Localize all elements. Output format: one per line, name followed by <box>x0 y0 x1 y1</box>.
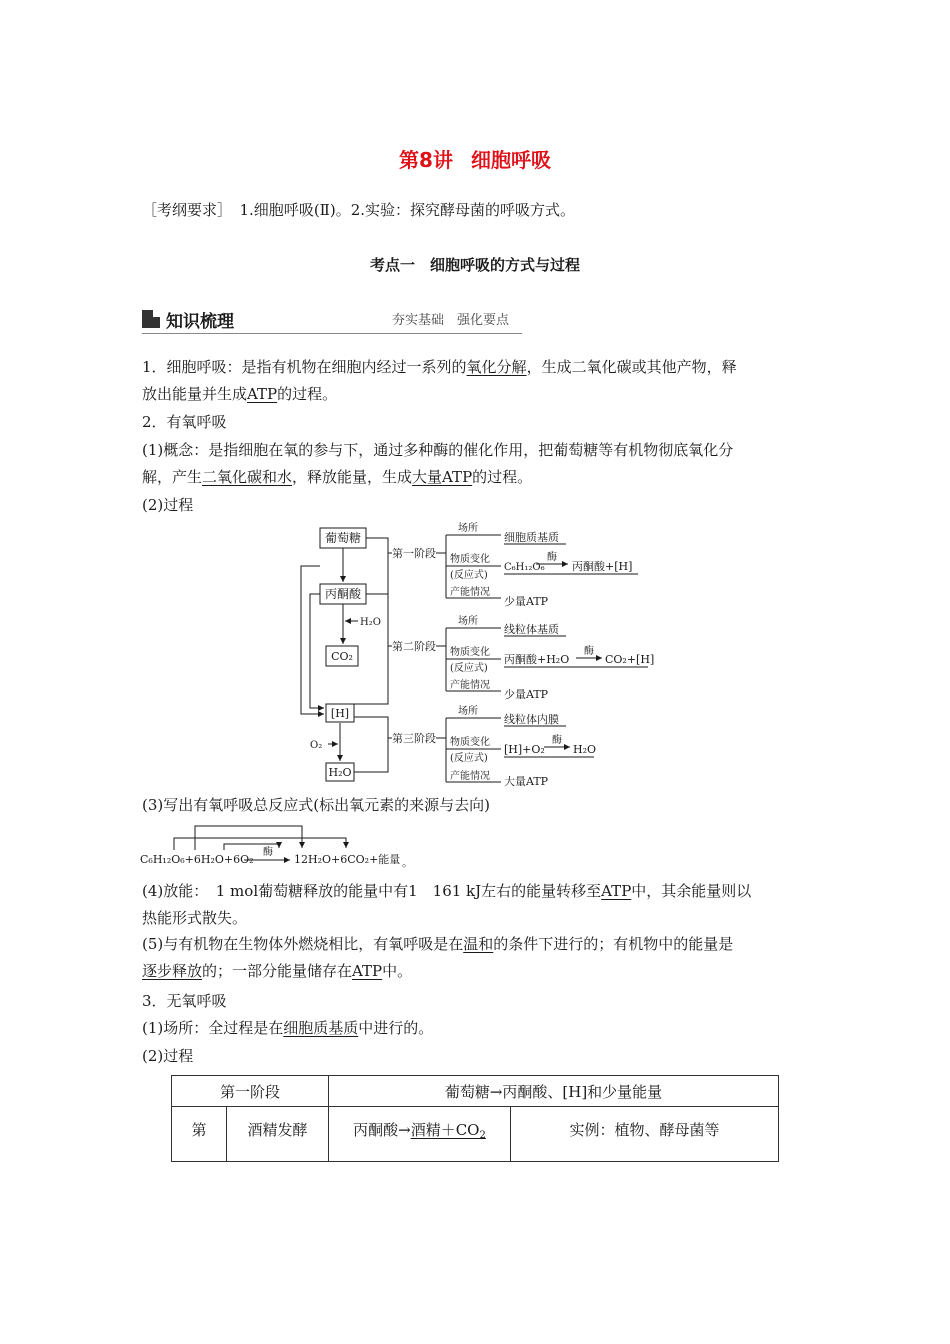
table-cell: 实例：植物、酵母菌等 <box>511 1107 779 1162</box>
stage2-reaction-left: 丙酮酸+H₂O <box>504 653 570 666</box>
stage2-change-label: 物质变化 <box>450 647 490 658</box>
stage1-change-label: 物质变化 <box>450 554 490 565</box>
answer-blank: 二氧化碳和水 <box>202 468 293 486</box>
stage1-place-label: 场所 <box>458 523 478 534</box>
knowledge-bar-tagline: 夯实基础 强化要点 <box>392 313 510 328</box>
h-label: [H] <box>330 707 350 720</box>
answer-blank: 温和 <box>463 935 494 953</box>
knowledge-bar <box>142 306 522 334</box>
stage3-change-label2: (反应式) <box>450 753 488 764</box>
stage2-energy-label: 产能情况 <box>450 680 490 691</box>
item2-compare-line1: (5)与有机物在生物体外燃烧相比，有氧呼吸是在温和的条件下进行的；有机物中的能量是 <box>142 935 734 953</box>
glucose-label: 葡萄糖 <box>324 531 362 545</box>
stage2-reaction-right: CO₂+[H] <box>605 653 655 666</box>
exam-requirements: ［考纲要求］ 1.细胞呼吸(Ⅱ)。2.实验：探究酵母菌的呼吸方式。 <box>142 201 576 219</box>
stage1-place: 细胞质基质 <box>504 531 559 544</box>
o2-input-label: O₂ <box>310 740 323 751</box>
table-cell: 葡萄糖→丙酮酸、[H]和少量能量 <box>329 1076 779 1107</box>
pyruvate-label: 丙酮酸 <box>324 587 362 601</box>
square-icon <box>142 310 160 328</box>
answer-blank: 酒精$+CO_2$ <box>410 1121 486 1141</box>
overall-equation <box>140 822 420 870</box>
item2-heading: 2．有氧呼吸 <box>142 413 227 431</box>
table-cell: 酒精发酵 <box>227 1107 329 1162</box>
equation-left: C₆H₁₂O₆+6H₂O+6O₂ <box>140 853 254 866</box>
answer-blank: 大量ATP <box>412 468 473 486</box>
item2-concept-line1: (1)概念：是指细胞在氧的参与下，通过多种酶的催化作用，把葡萄糖等有机物彻底氧化分 <box>142 441 734 459</box>
h2o-label: H₂O <box>328 766 352 779</box>
stage3-reaction-left: [H]+O₂ <box>504 743 545 756</box>
divider <box>142 333 522 334</box>
page-title <box>0 144 950 173</box>
stage3-energy-label: 产能情况 <box>450 771 490 782</box>
stage3-name: 第三阶段 <box>392 732 436 745</box>
h2o-input-label: H₂O <box>360 617 381 628</box>
item1-line1: 1．细胞呼吸：是指有机物在细胞内经过一系列的氧化分解，生成二氧化碳或其他产物，释 <box>142 358 737 376</box>
lecture-topic: 细胞呼吸 <box>470 148 551 172</box>
equation-end: 。 <box>402 856 413 869</box>
equation-enzyme: 酶 <box>263 847 273 858</box>
stage3-change-label: 物质变化 <box>450 737 490 748</box>
table-row <box>172 1076 779 1107</box>
stage2-enzyme: 酶 <box>584 646 594 657</box>
item2-energy-line2: 热能形式散失。 <box>142 909 248 927</box>
item2-equation-heading: (3)写出有氧呼吸总反应式(标出氧元素的来源与去向) <box>142 796 490 814</box>
item3-place-line: (1)场所：全过程是在细胞质基质中进行的。 <box>142 1019 434 1037</box>
stage2-name: 第二阶段 <box>392 640 436 653</box>
answer-blank: 细胞质基质 <box>283 1019 359 1037</box>
stage3-energy: 大量ATP <box>504 775 549 788</box>
item1-line2: 放出能量并生成ATP的过程。 <box>142 385 338 403</box>
table-row <box>172 1107 779 1162</box>
answer-blank: 氧化分解 <box>466 358 527 376</box>
stage2-place-label: 场所 <box>458 616 478 627</box>
stage1-reaction-right: 丙酮酸+[H] <box>572 560 633 573</box>
stage1-energy: 少量ATP <box>504 595 549 608</box>
stage2-place: 线粒体基质 <box>504 623 559 636</box>
equation-right: 12H₂O+6CO₂+能量 <box>294 853 401 866</box>
answer-blank: ATP <box>601 882 632 900</box>
table-cell: 第 <box>172 1107 227 1162</box>
stage1-enzyme: 酶 <box>547 552 557 563</box>
table-cell: 丙酮酸→酒精$+CO_2$ <box>329 1107 511 1162</box>
answer-blank: ATP <box>247 385 278 403</box>
aerobic-diagram <box>296 518 656 788</box>
answer-blank: 逐步释放 <box>142 962 203 980</box>
item2-compare-line2: 逐步释放的；一部分能量储存在ATP中。 <box>142 962 413 980</box>
anaerobic-table <box>171 1075 779 1162</box>
table-cell: 第一阶段 <box>172 1076 329 1107</box>
section-title: 考点一 细胞呼吸的方式与过程 <box>369 256 580 274</box>
stage3-reaction-right: H₂O <box>573 743 597 756</box>
answer-blank: ATP <box>352 962 383 980</box>
stage3-place: 线粒体内膜 <box>504 713 559 726</box>
stage3-place-label: 场所 <box>458 706 478 717</box>
item2-process-heading: (2)过程 <box>142 496 194 514</box>
stage3-enzyme: 酶 <box>552 735 562 746</box>
stage2-energy: 少量ATP <box>504 688 549 701</box>
co2-label: CO₂ <box>331 650 353 663</box>
stage1-name: 第一阶段 <box>392 547 436 560</box>
item3-heading: 3．无氧呼吸 <box>142 992 227 1010</box>
knowledge-bar-title: 知识梳理 <box>166 312 234 332</box>
stage1-energy-label: 产能情况 <box>450 587 490 598</box>
stage1-change-label2: (反应式) <box>450 570 488 581</box>
stage2-change-label2: (反应式) <box>450 663 488 674</box>
item3-process-heading: (2)过程 <box>142 1047 194 1065</box>
item2-energy-line1: (4)放能： 1 mol葡萄糖释放的能量中有1 161 kJ左右的能量转移至ATP中，其余能量则以 <box>142 882 752 900</box>
lecture-number: 第8讲 <box>399 148 453 172</box>
item2-concept-line2: 解，产生二氧化碳和水，释放能量，生成大量ATP的过程。 <box>142 468 533 486</box>
stage1-reaction-left: C₆H₁₂O₆ <box>504 562 545 573</box>
